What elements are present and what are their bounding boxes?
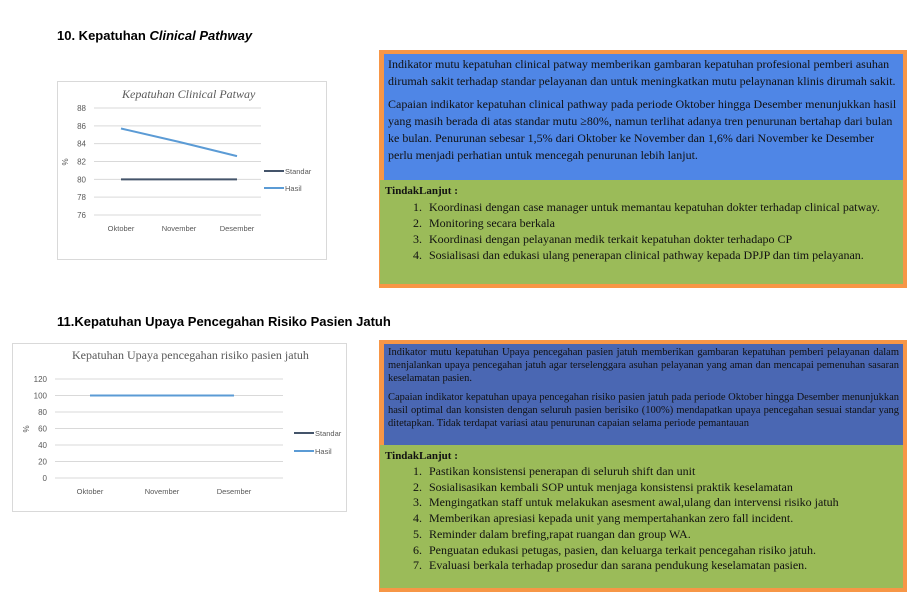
followup-item: 1. Koordinasi dengan case manager untuk memantau kepatuhan dokter terhadap clinical patway. [425,199,898,215]
section-11-heading: 11.Kepatuhan Upaya Pencegahan Risiko Pasien Jatuh [57,314,391,329]
description-panel [384,54,903,181]
chart-title: Kepatuhan Upaya pencegahan risiko pasien jatuh [72,348,309,362]
x-tick-label: Desember [216,487,252,496]
followup-item: 7. Evaluasi berkala terhadap prosedur dan sarana pendukung keselamatan pasien. [425,558,898,574]
x-tick-label: Oktober [76,487,104,496]
x-tick-label: November [144,487,180,496]
y-tick-label: 76 [77,211,86,220]
y-tick-label: 0 [42,474,47,483]
legend-label: Hasil [285,184,302,193]
section-11-box [379,340,907,592]
y-tick-label: 20 [38,457,47,467]
legend-label: Standar [315,429,342,438]
y-tick-label: 80 [38,408,47,417]
chart-title: Kepatuhan Clinical Patway [122,87,256,101]
followup-item: 1. Pastikan konsistensi penerapan di seluruh shift dan unit [425,464,898,480]
y-tick-label: 78 [77,193,86,203]
y-tick-label: 120 [33,375,47,384]
x-tick-label: November [161,224,197,233]
description-paragraph: Indikator mutu kepatuhan clinical patway memberikan gambaran kepatuhan profesional pemberi asuhan dirumah sakit terhadap standar pelayanan dan untuk meningkatkan mutu pelaynanan klinis dirumah sakit. [388,57,896,88]
y-tick-label: 82 [77,157,86,167]
y-tick-label: 86 [77,121,86,131]
fall-prevention-chart [12,343,347,512]
followup-item: 6. Penguatan edukasi petugas, pasien, dan keluarga terkait pencegahan risiko jatuh. [425,543,898,559]
y-tick-label: 40 [38,441,47,450]
followup-item: 4. Sosialisasi dan edukasi ulang penerapan clinical pathway kepada DPJP dan tim pelayanan. [425,247,898,263]
y-axis-label: % [61,158,70,166]
followup-item: 2. Sosialisasikan kembali SOP untuk menjaga konsistensi praktik keselamatan [425,480,898,496]
description-paragraph: Capaian indikator kepatuhan clinical pathway pada periode Oktober hingga Desember menunjukkan hasil yang masih berada di atas standar mutu ≥80%, namun terlihat adanya tren penurunan bertahap dari bulan ke bulan. Penurunan sebesar 1,5% dari Oktober ke November dan 1,6% dari November ke Desember perlu menjadi perhatian untuk mencegah penurunan lebih lanjut. [388,97,897,162]
followup-title: TindakLanjut : [385,450,458,462]
followup-item: 2. Monitoring secara berkala [425,215,898,231]
y-axis-label: % [22,425,31,433]
y-tick-label: 60 [38,424,47,434]
description-paragraph: Capaian indikator kepatuhan upaya pencegahan risiko pasien jatuh pada periode Oktober hingga Desember menunjukkan hasil optimal dan konsisten dengan seluruh pasien berisiko (100%) mendapatkan upaya pencegahan sesuai standar yang ditetapkan. Tidak terdapat variasi atau penurunan capaian selama periode pemantauan [388,392,899,429]
x-tick-label: Oktober [107,224,135,233]
followup-item: 4. Memberikan apresiasi kepada unit yang mempertahankan zero fall incident. [425,511,898,527]
x-tick-label: Desember [219,224,255,233]
followup-item: 3. Mengingatkan staff untuk melakukan asesment awal,ulang dan intervensi risiko jatuh [425,495,898,511]
clinical-pathway-chart [57,81,327,260]
y-tick-label: 100 [33,391,47,401]
legend-label: Hasil [315,447,332,456]
followup-item: 5. Reminder dalam brefing,rapat ruangan dan group WA. [425,527,898,543]
heading-italic: Clinical Pathway [149,28,253,43]
followup-title: TindakLanjut : [385,185,458,197]
followup-item: 3. Koordinasi dengan pelayanan medik terkait kepatuhan dokter terhadapo CP [425,231,898,247]
section-10-box [379,50,907,288]
followup-panel [380,180,903,284]
y-tick-label: 84 [77,139,86,149]
description-paragraph: Indikator mutu kepatuhan Upaya pencegahan pasien jatuh memberikan gambaran kepatuhan pemberi pelayanan dalam menjalankan upaya pencegahan jatuh agar terselenggara asuhan pelayanan yang aman dan mencapai pemenuhan sasaran keselamatan pasien. [388,347,899,384]
y-tick-label: 88 [77,104,86,113]
y-tick-label: 80 [77,175,86,185]
series-line-hasil [121,129,237,157]
heading-text: 10. Kepatuhan [57,28,150,43]
legend-label: Standar [285,167,312,176]
followup-panel [380,445,903,588]
section-10-heading [57,28,252,43]
description-panel [384,344,903,446]
